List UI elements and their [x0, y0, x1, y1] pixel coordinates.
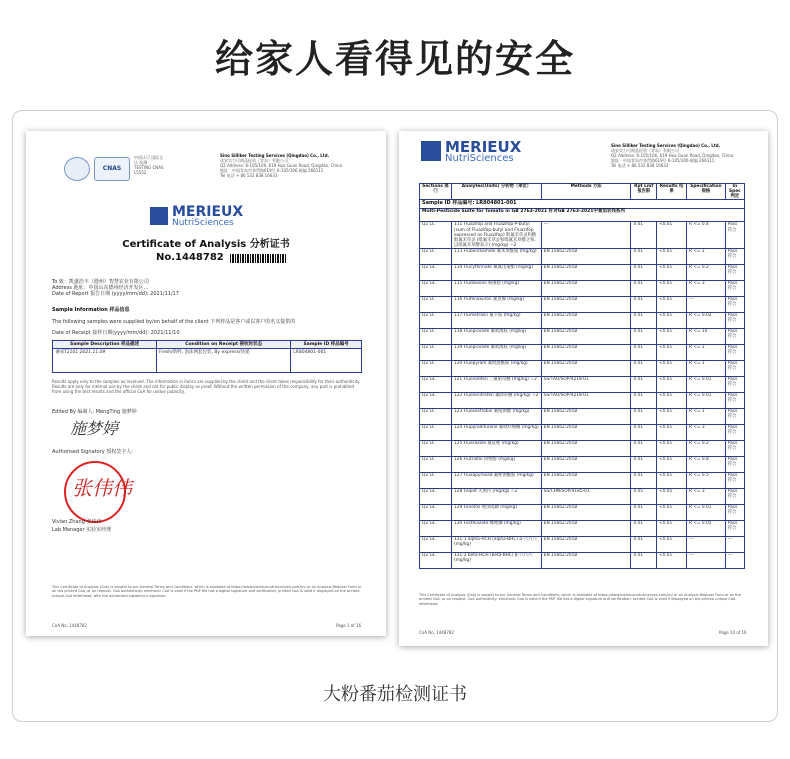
table-cell: <0.01 — [657, 553, 687, 569]
lab-name-cn: 诺安实力可商品检验（青岛）有限公司 — [611, 148, 679, 153]
table-cell: <0.01 — [657, 377, 687, 393]
table-cell: EN 15662:2018 — [541, 537, 631, 553]
table-cell: 116 Flufenoxuron 氟虫脲 (mg/kg) — [452, 297, 542, 313]
table-row — [420, 345, 745, 361]
certificate-title: Certificate of Analysis 分析证书 — [122, 239, 290, 250]
table-cell: EN 15662:2018 — [541, 505, 631, 521]
table-header: Methods 方法 — [541, 184, 631, 200]
table-cell: 0.01 — [631, 222, 657, 249]
table-cell: 0.01 — [631, 553, 657, 569]
table-cell: Q2 LC — [420, 409, 452, 425]
addressee-block — [52, 279, 362, 297]
accreditation-text: 中国认可 国际互认 检测 TESTING CNAS L5552 — [134, 155, 164, 175]
signer-title: Lab Manager 实验室经理 — [52, 527, 112, 533]
table-header: In Spec 判定 — [725, 184, 744, 200]
table-cell: EN 15662:2018 — [541, 329, 631, 345]
table-cell: EN 15662:2018 — [541, 345, 631, 361]
sample-id-row: Sample ID 样品编号: LR804801-001 — [420, 200, 745, 209]
table-cell: <0.01 — [657, 329, 687, 345]
table-cell: <0.01 — [657, 425, 687, 441]
table-header: Analytes(Units) 分析物（单位） — [452, 184, 542, 200]
table-cell: 0.01 — [631, 361, 657, 377]
table-cell: 117 Flumetralin 氟节胺 (mg/kg) — [452, 313, 542, 329]
table-cell: 124 Flupyradifurone 氟吡呋喃酮 (mg/kg) — [452, 425, 542, 441]
table-cell: 0.01 — [631, 377, 657, 393]
table-cell: <0.01 — [657, 313, 687, 329]
table-header: Specification 规格 — [687, 184, 726, 200]
table-cell: EN 15662:2018 — [541, 313, 631, 329]
table-cell: Pass 符合 — [725, 222, 744, 249]
table-row — [420, 441, 745, 457]
lab-address: Q2 Address: 6-105/106, 619 Hua Guan Road, Qingdao, China — [220, 163, 343, 168]
table-cell: R <= 1 — [687, 409, 726, 425]
table-cell: SS/TAO/SOP/4218-01 — [541, 377, 631, 393]
table-cell: 0.01 — [631, 297, 657, 313]
cnas-icon: CNAS — [94, 157, 130, 181]
table-cell: 131-1 alpha-HCH (alpha-BHC) α-六六六 (mg/kg) — [452, 537, 542, 553]
signature: 施梦婷 — [70, 419, 119, 438]
table-cell: 120 Fluopyram 氟吡菌酰胺 (mg/kg) — [452, 361, 542, 377]
page-number: Page 10 of 16 — [719, 630, 747, 635]
table-cell: R <= 0.5 — [687, 473, 726, 489]
table-cell: Q2 LC — [420, 473, 452, 489]
table-cell: R <= 2 — [687, 249, 726, 265]
merieux-logo-icon — [421, 141, 441, 161]
table-cell: EN 15662:2018 — [541, 297, 631, 313]
table-cell: Q2 LC — [420, 329, 452, 345]
table-row — [420, 521, 745, 537]
table-cell: R <= 1 — [687, 361, 726, 377]
table-cell: 0.01 — [631, 393, 657, 409]
table-cell: Fresh/新鲜, 泡沫网套包装, By express/快递 — [157, 349, 291, 373]
table-row — [420, 265, 745, 281]
table-cell: EN 15662:2018 — [541, 265, 631, 281]
table-cell: <0.01 — [657, 521, 687, 537]
table-cell: Pass 符合 — [725, 313, 744, 329]
table-cell: EN 15662:2018 — [541, 425, 631, 441]
table-cell: <0.01 — [657, 393, 687, 409]
lab-tel: Tel 电话 + 86 532 838 16633 — [220, 173, 278, 178]
table-cell: Pass 符合 — [725, 441, 744, 457]
barcode — [230, 254, 286, 263]
table-cell: EN 15662:2018 — [541, 457, 631, 473]
table-cell: 122 Fluoronitrofen 氟除草醚 (mg/kg) ☆2 — [452, 393, 542, 409]
footer-text: This Certificate of Analysis (CoA) is subject to our General Terms and Conditions, which is available at https://www.merieuxnutrisciences.com/cn/ or on Analysis Request Form or on the printed CoA, or on request. CoA authenticity: electronic CoA is valid if the PDF file has a digital signature and verification, printed CoA is valid if displayed on the printed unique CoA letterhead. — [419, 593, 741, 606]
table-cell: EN 15662:2018 — [541, 441, 631, 457]
table-row — [420, 393, 745, 409]
table-cell: Pass 符合 — [725, 489, 744, 505]
table-cell: EN 15662:2018 — [541, 521, 631, 537]
stamp-signature: 张伟伟 — [72, 476, 132, 500]
table-cell: <0.01 — [657, 409, 687, 425]
table-cell: EN 15662:2018 — [541, 281, 631, 297]
address: Address 地址：中国山东德州经济开发区... — [52, 285, 149, 291]
table-cell: 0.01 — [631, 409, 657, 425]
table-cell: Q2 GC — [420, 521, 452, 537]
table-cell: <0.01 — [657, 345, 687, 361]
merieux-logo-icon — [150, 207, 168, 225]
table-cell: 123 Fluoxastrobin 氟嘧菌酯 (mg/kg) — [452, 409, 542, 425]
table-cell: 0.01 — [631, 281, 657, 297]
signer-name: Vivian Zhang 张伟伟 — [52, 519, 102, 525]
table-cell: Pass 符合 — [725, 265, 744, 281]
table-cell: --- — [687, 537, 726, 553]
table-cell: <0.01 — [657, 505, 687, 521]
table-cell: Pass 符合 — [725, 521, 744, 537]
table-cell: R <= 0.01 — [687, 505, 726, 521]
table-cell: 130 Fosthiazate 噻唑膦 (mg/kg) — [452, 521, 542, 537]
table-cell: --- — [687, 553, 726, 569]
table-header: Sections 部门 — [420, 184, 452, 200]
table-cell: Pass 符合 — [725, 425, 744, 441]
table-cell: EN 15662:2018 — [541, 473, 631, 489]
table-cell: Q2 LC — [420, 297, 452, 313]
table-cell: Q2 LC — [420, 425, 452, 441]
table-cell: 0.01 — [631, 345, 657, 361]
table-row — [420, 457, 745, 473]
sample-info-title: Sample Information 样品信息 — [52, 307, 130, 313]
table-cell: 128 Folpet 灭菌丹 (mg/kg) ☆2 — [452, 489, 542, 505]
table-cell: 0.01 — [631, 313, 657, 329]
table-cell: <0.05 — [657, 489, 687, 505]
table-cell: 115 Fludioxonil 咯菌腈 (mg/kg) — [452, 281, 542, 297]
table-cell: <0.01 — [657, 265, 687, 281]
table-cell: <0.01 — [657, 297, 687, 313]
page-title: 给家人看得见的安全 — [214, 37, 575, 81]
table-cell: <0.01 — [657, 361, 687, 377]
table-cell: Q2 GC — [420, 505, 452, 521]
table-cell: Q2 GC — [420, 281, 452, 297]
table-cell: 121 Fluorodifen 三氟硝草醚 (mg/kg) ☆2 — [452, 377, 542, 393]
table-cell: Pass 符合 — [725, 457, 744, 473]
lab-header — [611, 143, 761, 168]
results-note: Results apply only to the samples as received. The information in italics are supplied by the client and the client takes responsibility for their authenticity. Results are only for internal use by the client and not for public display as proof. Without the written permission of the company, any part is prohibited from using the test results and the official CoA for undue publicity. — [52, 379, 361, 394]
report-date: Date of Report 报告日期 (yyyy/mm/dd): 2021/11/17 — [52, 291, 179, 297]
addressee: To 致：凯盛浩丰（德州）智慧农业有限公司 — [52, 279, 149, 285]
table-cell: R <= 0.2 — [687, 265, 726, 281]
table-cell: Q2 GC — [420, 537, 452, 553]
table-cell: 111 Fluazifop and Fluazifop-P-butyl (sum of Fluazifop-butyl and Fluazifop expressed as Fluazifop) 吡氟禾草灵和精吡氟禾草灵 (吡氟禾草灵和吡氟禾草酸之和, 以吡氟禾草酸表示) (mg/kg) ☆2 — [452, 222, 542, 249]
table-row — [420, 329, 745, 345]
table-cell: 118 Fluopicolide 氟吡菌胺 (mg/kg) — [452, 329, 542, 345]
table-cell: R <= 0.05 — [687, 521, 726, 537]
table-cell: Q2 LC — [420, 222, 452, 249]
table-cell: EN 15662:2018 — [541, 409, 631, 425]
suite-row: Multi-Pesticide Suite for Tomato in GB 2763-2021 针对GB 2763-2021中番茄农残系列 — [420, 209, 745, 222]
table-cell: R <= 2 — [687, 345, 726, 361]
table-cell: <0.01 — [657, 473, 687, 489]
logo-brand: MERIEUX — [172, 204, 244, 220]
table-cell: EN 15662:2018 — [541, 553, 631, 569]
results-table-wrap — [419, 183, 745, 569]
table-cell: 0.01 — [631, 329, 657, 345]
table-row — [420, 505, 745, 521]
logo-sub: NutriSciences — [172, 218, 234, 228]
table-cell: Pass 符合 — [725, 409, 744, 425]
table-cell: <0.01 — [657, 441, 687, 457]
receipt-date: Date of Receipt 接样日期(yyyy/mm/dd): 2021/11/10 — [52, 330, 180, 336]
coa-number: CoA No. 1448782 — [52, 623, 87, 628]
table-cell: R <= 0.01 — [687, 393, 726, 409]
table-cell: 0.05 — [631, 489, 657, 505]
table-cell: --- — [541, 222, 631, 249]
caption: 大粉番茄检测证书 — [323, 684, 467, 705]
table-cell: --- — [725, 537, 744, 553]
table-cell: 0.01 — [631, 441, 657, 457]
lab-name-cn: 诺安实力可商品检验（青岛）有限公司 — [220, 158, 288, 163]
table-cell: 0.01 — [631, 249, 657, 265]
logo-sub: NutriSciences — [445, 153, 514, 164]
certificate-page-1 — [26, 131, 386, 636]
lab-name-en: Sino Silliker Testing Services (Qingdao) Co., Ltd. — [611, 143, 721, 148]
table-cell: R <= 3 — [687, 425, 726, 441]
table-cell: R <= 3 — [687, 281, 726, 297]
table-cell: Q2 GC — [420, 393, 452, 409]
table-cell: Pass 符合 — [725, 345, 744, 361]
table-header: Condition on Receipt 接收时状态 — [157, 341, 291, 349]
lab-address: Q2 Address: 6-105/106, 619 Hua Guan Road, Qingdao, China — [611, 153, 734, 158]
table-cell: EN 15662:2018 — [541, 249, 631, 265]
table-cell: 0.01 — [631, 505, 657, 521]
table-row — [420, 489, 745, 505]
table-cell: Q2 LC — [420, 345, 452, 361]
table-cell: SS/TAO/SOP/4218-01 — [541, 393, 631, 409]
table-cell: Pass 符合 — [725, 377, 744, 393]
table-cell: 119 Fluopicolide 氟吡菌胺 (mg/kg) — [452, 345, 542, 361]
table-cell: R <= 0.4 — [687, 222, 726, 249]
lab-header — [220, 153, 370, 178]
table-header: Sample Description 样品描述 — [53, 341, 157, 349]
table-row — [420, 425, 745, 441]
lab-name-en: Sino Silliker Testing Services (Qingdao) Co., Ltd. — [220, 153, 330, 158]
coa-number: CoA No. 1448782 — [419, 630, 454, 635]
sample-table — [52, 340, 362, 373]
table-cell: <0.01 — [657, 281, 687, 297]
table-cell: 0.01 — [631, 537, 657, 553]
footer-text: This Certificate of Analysis (CoA) is subject to our General Terms and Conditions, which is available at https://www.merieuxnutrisciences.com/cn/ or on Analysis Request Form or on the printed CoA, or on request. CoA authenticity: electronic CoA is valid if the PDF file has a digital signature and verification, printed CoA is valid if displayed on the printed unique CoA letterhead, with the authorized signatory's signature. — [52, 585, 362, 598]
table-header: Sample ID 样品编号 — [291, 341, 362, 349]
table-cell: Q2 GC — [420, 489, 452, 505]
table-cell: Q2 LC — [420, 249, 452, 265]
table-cell: Pass 符合 — [725, 281, 744, 297]
table-row — [420, 313, 745, 329]
table-row — [420, 222, 745, 249]
table-row — [420, 361, 745, 377]
table-cell: SS/CHN/SOP/4185-01 — [541, 489, 631, 505]
table-cell: <0.01 — [657, 222, 687, 249]
table-cell: Pass 符合 — [725, 249, 744, 265]
table-cell: 0.01 — [631, 521, 657, 537]
table-cell: R <= 0.2 — [687, 441, 726, 457]
table-header: Rpt Lmt 报告限 — [631, 184, 657, 200]
table-cell: R <= 10 — [687, 329, 726, 345]
table-row — [420, 249, 745, 265]
table-cell: Q2 LC — [420, 361, 452, 377]
table-cell: Q2 GC — [420, 553, 452, 569]
table-cell: 0.01 — [631, 425, 657, 441]
table-cell: 129 Fonofos 地虫硫磷 (mg/kg) — [452, 505, 542, 521]
table-cell: <0.01 — [657, 457, 687, 473]
table-row — [420, 473, 745, 489]
ilac-mra-icon — [64, 157, 90, 181]
table-cell: R <= 0.02 — [687, 313, 726, 329]
table-cell: Q2 LC — [420, 313, 452, 329]
table-cell: LR804801-001 — [291, 349, 362, 373]
table-cell: Q2 GC — [420, 265, 452, 281]
table-cell: --- — [687, 297, 726, 313]
table-row — [420, 553, 745, 569]
table-cell: Q2 LC — [420, 441, 452, 457]
table-row — [420, 297, 745, 313]
table-cell: 0.01 — [631, 457, 657, 473]
table-header: Results 结果 — [657, 184, 687, 200]
certificate-page-10 — [399, 131, 768, 646]
table-cell: Pass 符合 — [725, 473, 744, 489]
page-number: Page 1 of 16 — [336, 623, 361, 628]
table-cell: Pass 符合 — [725, 329, 744, 345]
table-cell: Pass 符合 — [725, 393, 744, 409]
sample-info-text: The following samples were supplied by/on behalf of the client 下列样品是客户或以客户的名义提供的 — [52, 319, 296, 325]
table-cell: 126 Flutriafol 粉唑醇 (mg/kg) — [452, 457, 542, 473]
table-cell: Pass 符合 — [725, 297, 744, 313]
table-row — [420, 281, 745, 297]
lab-address-cn: 地址：中国青岛市华贯路619号 6-105/106 邮编 266111 — [220, 168, 324, 173]
table-cell: R <= 0.8 — [687, 457, 726, 473]
table-cell: <0.01 — [657, 537, 687, 553]
edited-by: Edited By 编制人: MengTing 施梦婷 — [52, 409, 137, 415]
table-cell: Q2 LC — [420, 457, 452, 473]
table-cell: 番茄T2101 2021.11.09 — [53, 349, 157, 373]
results-table — [419, 183, 745, 569]
table-cell: 131-2 beta-HCH (beta-BHC) β-六六六 (mg/kg) — [452, 553, 542, 569]
table-cell: Pass 符合 — [725, 505, 744, 521]
table-cell: 113 Flubendiamide 氟苯虫酰胺 (mg/kg) — [452, 249, 542, 265]
certificate-number: No.1448782 — [156, 252, 224, 263]
table-cell: 125 Flusilazole 氟硅唑 (mg/kg) — [452, 441, 542, 457]
table-cell: --- — [725, 553, 744, 569]
table-cell: <0.01 — [657, 249, 687, 265]
logo-brand: MERIEUX — [445, 138, 522, 156]
table-cell: 0.01 — [631, 473, 657, 489]
table-cell: 0.01 — [631, 265, 657, 281]
table-cell: R <= 3 — [687, 489, 726, 505]
table-cell: Q2 GC — [420, 377, 452, 393]
table-row — [420, 537, 745, 553]
table-row — [420, 377, 745, 393]
table-cell: Pass 符合 — [725, 361, 744, 377]
authorised-signatory: Authorised Signatory 授权签字人: — [52, 449, 133, 455]
table-cell: 127 Fluxapyroxad 氟唑菌酰胺 (mg/kg) — [452, 473, 542, 489]
lab-tel: Tel 电话 + 86 532 838 16633 — [611, 163, 669, 168]
table-cell: EN 15662:2018 — [541, 361, 631, 377]
table-cell: 114 Flucythrinate 氟氰戊菊酯 (mg/kg) — [452, 265, 542, 281]
table-cell: R <= 0.01 — [687, 377, 726, 393]
table-row — [420, 409, 745, 425]
lab-address-cn: 地址：中国青岛市华贯路619号 6-105/106 邮编 266111 — [611, 158, 715, 163]
